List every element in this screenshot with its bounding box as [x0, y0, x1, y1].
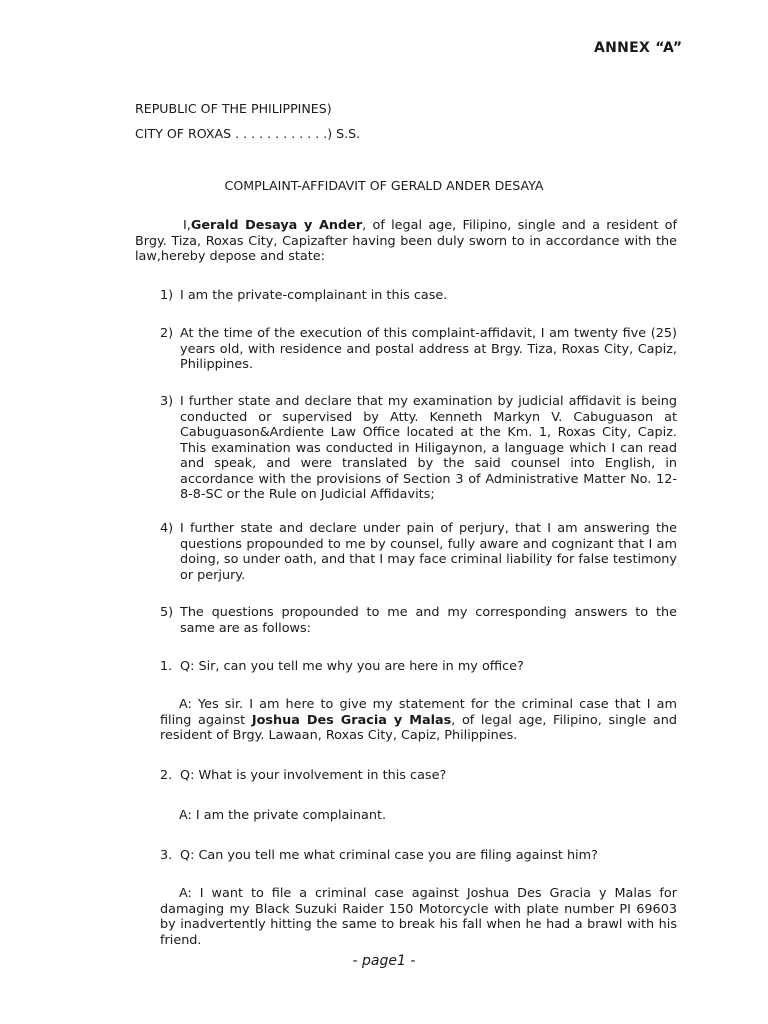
list-item	[160, 288, 677, 304]
affiant-name: Gerald Desaya y Ander	[190, 218, 363, 233]
page-number: - page1 -	[352, 953, 416, 969]
list-item-text: I further state and declare that my examination by judicial affidavit is being conducted or supervised by Atty. Kenneth Markyn V. Cabuguason at Cabuguason&Ardiente Law Office located at the Km. 1, Roxas City, Capiz. This examination was conducted in Hiligaynon, a language which I can read and speak, and were translated by the said counsel into English, in accordance with the provisions of Section 3 of Administrative Matter No. 12-8-8-SC or the Rule on Judicial Affidavits;	[180, 394, 677, 502]
answer-paragraph: A: I am the private complainant.	[179, 808, 387, 823]
annex-label: ANNEX “A”	[594, 40, 683, 56]
answer-text: A: I want to file a criminal case against Joshua Des Gracia y Malas for damaging my Black Suzuki Raider 150 Motorcycle with plate number PI 69603 by inadvertently hitting the same to break his fall when he had a brawl with his friend.	[160, 886, 677, 948]
answer-text-cont: , of legal age, Filipino, single and resident of Brgy. Lawaan, Roxas City, Capiz, Philippines.	[160, 712, 678, 743]
document-title: COMPLAINT-AFFIDAVIT OF GERALD ANDER DESAYA	[224, 178, 544, 193]
list-item-text: I further state and declare under pain of perjury, that I am answering the questions propounded to me by counsel, fully aware and cognizant that I am doing, so under oath, and that I may face criminal liability for false testimony or perjury.	[180, 521, 677, 583]
question-number: 2.	[160, 768, 173, 783]
list-item-number: 3)	[160, 394, 174, 409]
question-text: Q: Can you tell me what criminal case you are filing against him?	[180, 848, 598, 863]
question-item	[160, 848, 677, 864]
answer-paragraph	[160, 886, 677, 948]
venue-line-city: CITY OF ROXAS . . . . . . . . . . . .) S.S.	[135, 126, 361, 141]
question-text: Q: Sir, can you tell me why you are here in my office?	[180, 659, 524, 674]
intro-prefix: I,	[183, 218, 191, 233]
question-number: 3.	[160, 848, 173, 863]
question-item	[160, 768, 677, 784]
intro-paragraph	[135, 218, 677, 265]
list-item	[160, 521, 677, 583]
question-number: 1.	[160, 659, 173, 674]
list-item-number: 2)	[160, 326, 174, 341]
list-item-text: The questions propounded to me and my corresponding answers to the same are as follows:	[180, 605, 677, 636]
list-item-text: At the time of the execution of this complaint-affidavit, I am twenty five (25) years old, with residence and postal address at Brgy. Tiza, Roxas City, Capiz, Philippines.	[180, 326, 677, 372]
list-item	[160, 326, 677, 373]
question-item	[160, 659, 677, 675]
answer-text: A: Yes sir. I am here to give my statement for the criminal case that I am filing against	[160, 697, 677, 728]
list-item-text: I am the private-complainant in this case.	[180, 288, 448, 303]
list-item-number: 1)	[160, 288, 174, 303]
list-item-number: 4)	[160, 521, 174, 536]
intro-text: , of legal age, Filipino, single and a resident of Brgy. Tiza, Roxas City, Capizafter having been duly sworn to in accordance with the law,hereby depose and state:	[135, 218, 678, 264]
question-text: Q: What is your involvement in this case?	[180, 768, 447, 783]
list-item-number: 5)	[160, 605, 174, 620]
respondent-name: Joshua Des Gracia y Malas	[251, 712, 452, 728]
venue-line-republic: REPUBLIC OF THE PHILIPPINES)	[135, 101, 332, 116]
list-item	[160, 605, 677, 636]
answer-paragraph	[160, 697, 677, 744]
list-item	[160, 394, 677, 503]
